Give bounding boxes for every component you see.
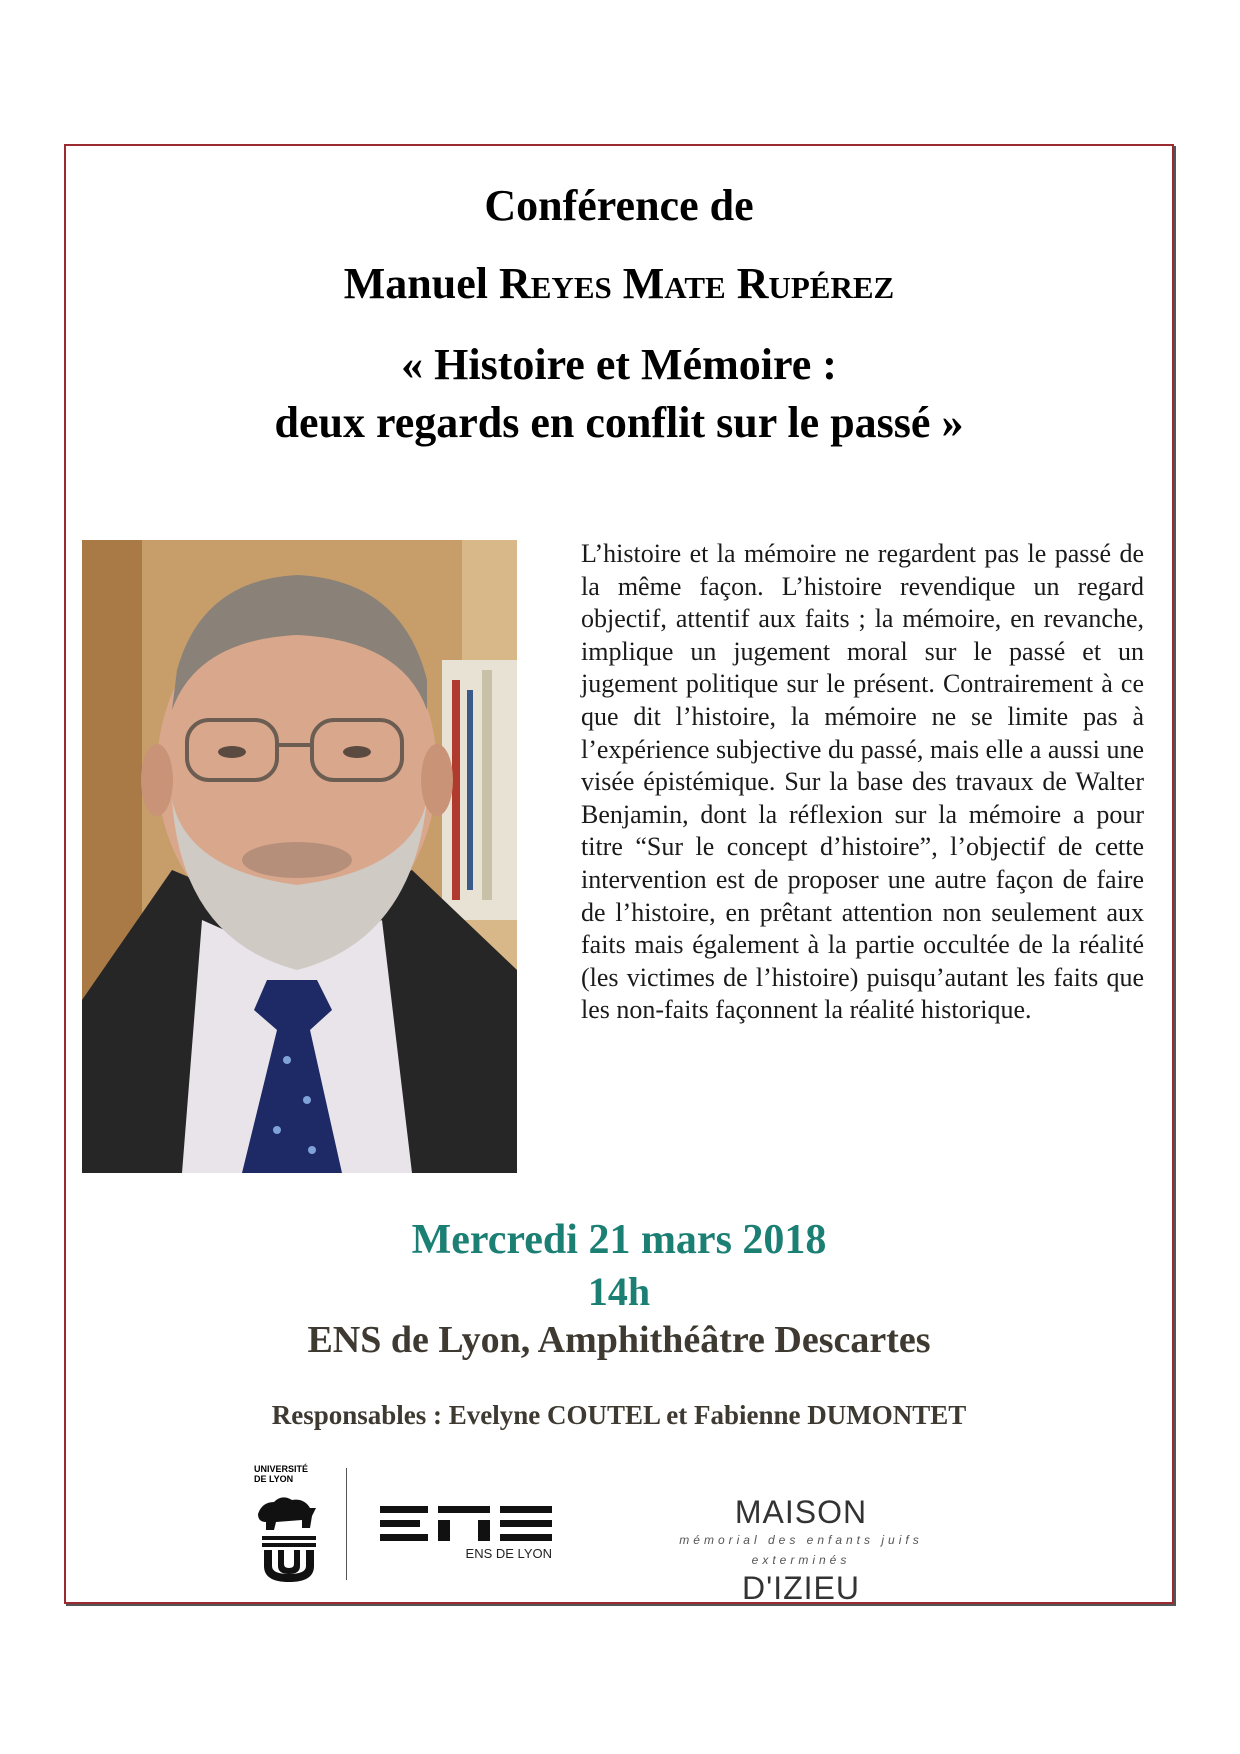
event-date: Mercredi 21 mars 2018: [411, 1217, 827, 1263]
speaker-portrait: [82, 540, 517, 1173]
poster-frame: [64, 144, 1174, 1604]
lion-icon: [254, 1484, 324, 1584]
event-place: ENS de Lyon, Amphithéâtre Descartes: [307, 1319, 931, 1361]
conference-title-line-1: « Histoire et Mémoire :: [401, 340, 837, 389]
speaker-last-name: Reyes Mate Rupérez: [498, 259, 895, 308]
abstract-text: L’histoire et la mémoire ne regardent pas le passé de la même façon. L’histoire revendique un regard objectif, attentif aux faits ; la mémoire, en revanche, implique un jugement moral sur le passé et un jugement politique sur le présent. Contrairement à ce que dit l’histoire, la mémoire ne se limite pas à l’expérience subjective du passé, mais elle a aussi une visée épistémique. Sur la base des travaux de Walter Benjamin, dont la réflexion sur la mémoire a pour titre “Sur le concept d’histoire”, l’objectif de cette intervention est de proposer une autre façon de faire de l’histoire, en prêtant attention non seulement aux faits mais également à la partie occultée de la réalité (les victimes de l’histoire) puisqu’autant les faits que les non-faits façonnent la réalité historique.: [581, 539, 1144, 1025]
ens-sub-label: ENS DE LYON: [465, 1546, 552, 1561]
logo-divider: [346, 1468, 347, 1580]
speaker-name: [66, 258, 1172, 309]
ens-wordmark-icon: [380, 1506, 552, 1542]
conference-heading: Conférence de: [484, 181, 754, 230]
universite-de-lyon-logo: [254, 1464, 324, 1584]
izieu-name-label: D'IZIEU: [742, 1570, 860, 1606]
maison-izieu-logo: [636, 1494, 966, 1606]
udl-label-1: UNIVERSITÉ: [254, 1464, 309, 1474]
izieu-memorial-label: mémorial des enfants juifs exterminés: [679, 1533, 923, 1567]
speaker-first-name: Manuel: [343, 259, 488, 308]
event-time: 14h: [587, 1269, 651, 1314]
event-organizers: Responsables : Evelyne COUTEL et Fabienne DUMONTET: [271, 1400, 967, 1430]
izieu-maison-label: MAISON: [734, 1494, 868, 1530]
ens-lyon-logo: [380, 1506, 552, 1566]
conference-title-line-2: deux regards en conflit sur le passé »: [274, 398, 964, 447]
conference-title: [66, 336, 1172, 452]
udl-label-2: DE LYON: [254, 1474, 294, 1484]
